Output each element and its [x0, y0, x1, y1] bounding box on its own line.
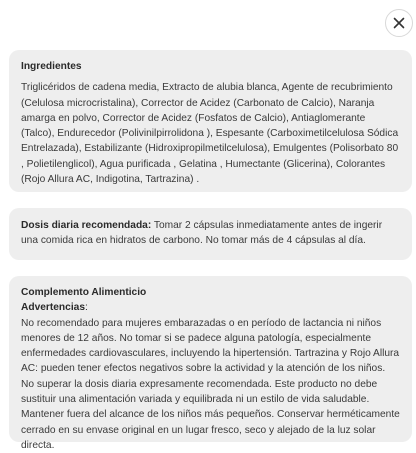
warnings-colon: : — [85, 302, 88, 314]
ingredients-card — [9, 50, 412, 192]
close-icon — [393, 17, 405, 29]
dosis-paragraph — [21, 218, 400, 249]
ingredients-text: Triglicéridos de cadena media, Extracto de alubia blanca, Agente de recubrimiento (Celulosa microcristalina), Corrector de Acidez (Carbonato de Calcio), Naranja amarga en polvo, Corrector de Acidez (Fosfatos de Calcio), Antiaglomerante (Talco), Endurecedor (Polivinilpirrolidona ), Espesante (Carboximetilcelulosa Sódica Entrelazada), Estabilizante (Hidroxipropilmetilcelulosa), Emulgentes (Polisorbato 80 , Polietilenglicol), Agua purificada , Gelatina , Humectante (Glicerina), Colorantes (Rojo Allura AC, Indigotina, Tartrazina) . — [21, 82, 399, 186]
warnings-label: Advertencias — [21, 302, 85, 314]
warnings-text: No recomendado para mujeres embarazadas o en período de lactancia ni niños menores de 12 años. No tomar si se padece alguna patología, especialmente enfermedades cardiovasculares, incluyendo la hipertensión. Tartrazina y Rojo Allura AC: pueden tener efectos negativos sobre la actividad y la atención de los niños. No superar la dosis diaria expresamente recomendada. Este producto no debe sustituir una alimentación variada y equilibrada ni un estilo de vida saludable. Mantener fuera del alcance de los niños más pequeños. Conservar herméticamente cerrado en su envase original en un lugar fresco, seco y alejado de la luz solar directa. — [21, 317, 400, 451]
complemento-card — [9, 276, 412, 451]
dosis-text: Tomar 2 cápsulas inmediatamente antes de ingerir una comida rica en hidratos de carbono. No tomar más de 4 cápsulas al día. — [21, 220, 383, 247]
warnings-heading — [21, 300, 400, 315]
dosis-label: Dosis diaria recomendada: — [21, 220, 152, 231]
close-button[interactable] — [385, 9, 413, 37]
dosis-card — [9, 208, 412, 260]
ingredients-title: Ingredientes — [21, 61, 82, 72]
complemento-title: Complemento Alimenticio — [21, 287, 147, 298]
